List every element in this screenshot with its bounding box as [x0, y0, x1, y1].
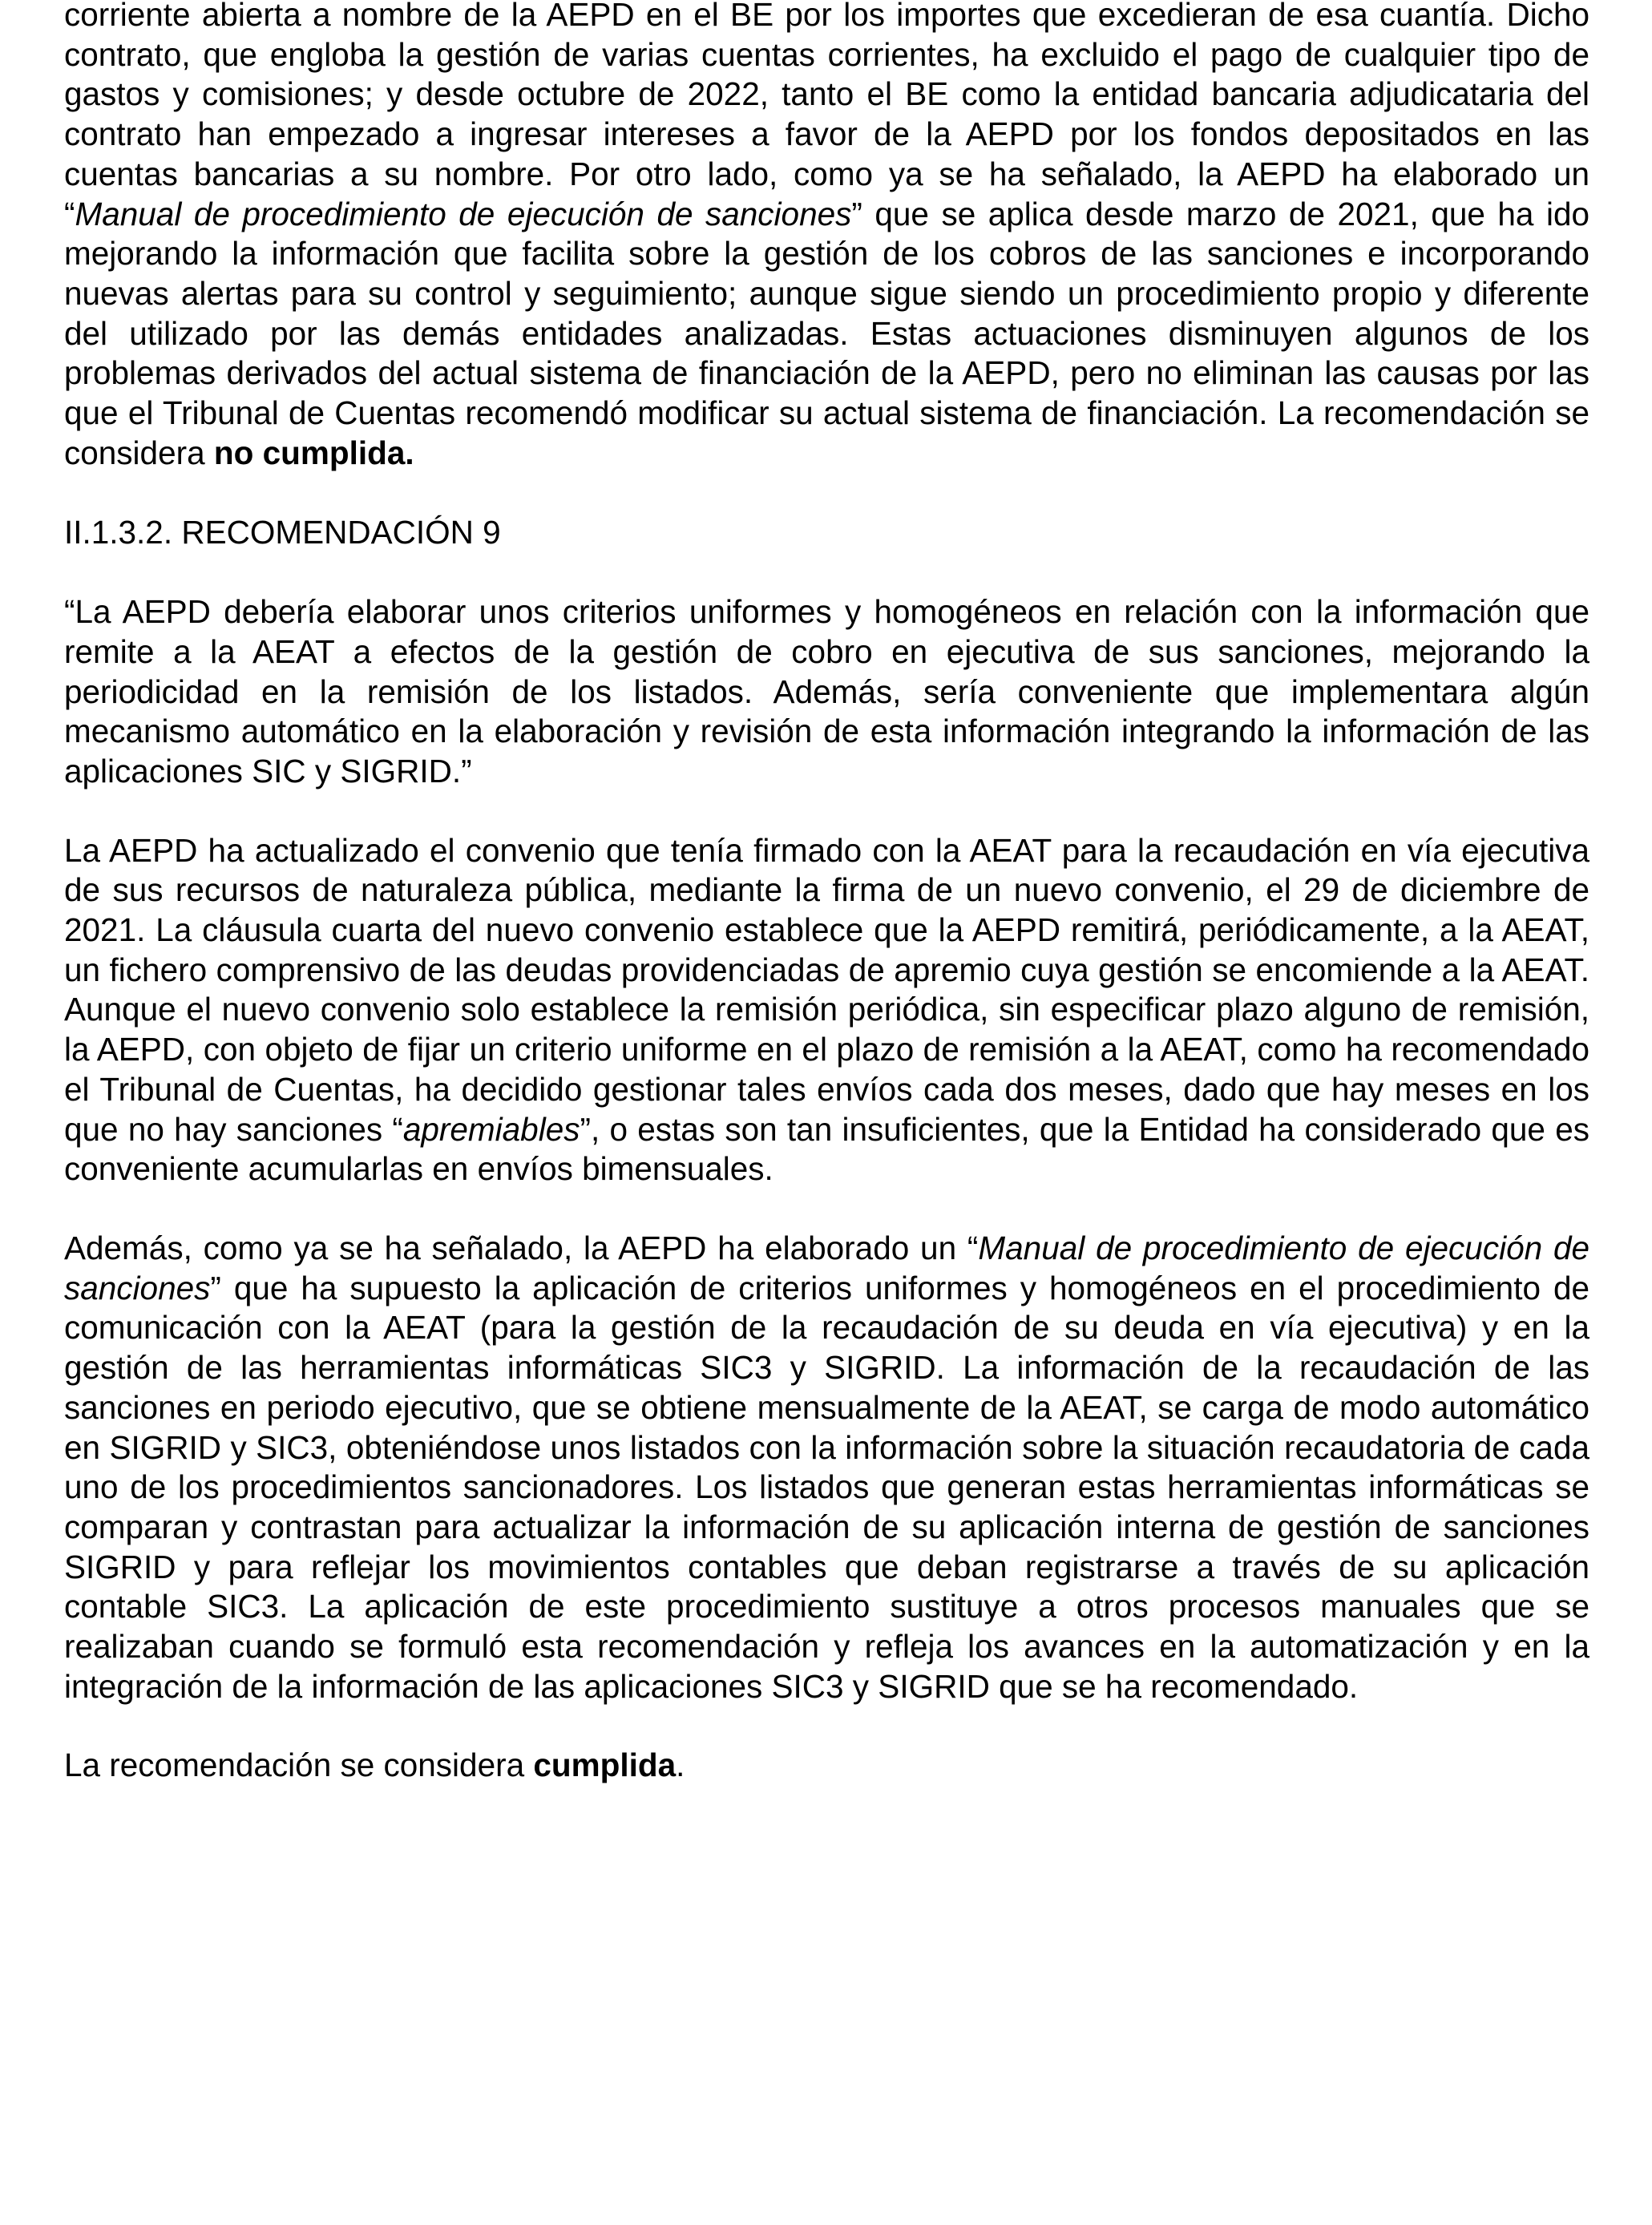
- verdict-not-fulfilled: no cumplida.: [213, 434, 414, 471]
- apremiables-italic: apremiables: [402, 1110, 580, 1148]
- paragraph-text: ”, o estas son tan insuficientes, que la Entidad ha considerado que es conveniente acumularlas en envíos bimensuales.: [64, 1110, 1589, 1188]
- paragraph-text: corriente abierta a nombre de la AEPD en el BE por los importes que excedieran de esa cuantía. Dicho contrato, que engloba la gestión de varias cuentas corrientes, ha excluido el pago de cualquier tipo de gastos y comisiones; y desde octubre de 2022, tanto el BE como la entidad bancaria adjudicataria del contrato han empezado a ingresar intereses a favor de la AEPD por los fondos depositados en las cuentas bancarias a su nombre. Por otro lado, como ya se ha señalado, la AEPD ha elaborado un “: [64, 0, 1589, 232]
- paragraph-verdict: [64, 1746, 1589, 1786]
- paragraph-text: .: [676, 1746, 685, 1784]
- paragraph-text: ” que ha supuesto la aplicación de criterios uniformes y homogéneos en el procedimiento de comunicación con la AEAT (para la gestión de la recaudación de su deuda en vía ejecutiva) y en la gestión de las herramientas informáticas SIC3 y SIGRID. La información de la recaudación de las sanciones en periodo ejecutivo, que se obtiene mensualmente de la AEAT, se carga de modo automático en SIGRID y SIC3, obteniéndose unos listados con la información sobre la situación recaudatoria de cada uno de los procedimientos sancionadores. Los listados que generan estas herramientas informáticas se comparan y contrastan para actualizar la información de su aplicación interna de gestión de sanciones SIGRID y para reflejar los movimientos contables que deban registrarse a través de su aplicación contable SIC3. La aplicación de este procedimiento sustituye a otros procesos manuales que se realizaban cuando se formuló esta recomendación y refleja los avances en la automatización y en la integración de la información de las aplicaciones SIC3 y SIGRID que se ha recomendado.: [64, 1269, 1589, 1705]
- manual-title-italic: Manual de procedimiento de ejecución de sanciones: [75, 195, 852, 232]
- recommendation-quote: “La AEPD debería elaborar unos criterios uniformes y homogéneos en relación con la información que remite a la AEAT a efectos de la gestión de cobro en ejecutiva de sus sanciones, mejorando la periodicidad en la remisión de los listados. Además, sería conveniente que implementara algún mecanismo automático en la elaboración y revisión de esta información integrando la información de las aplicaciones SIC y SIGRID.”: [64, 593, 1589, 789]
- paragraph-text: La recomendación se considera: [64, 1746, 534, 1784]
- paragraph-agreement-update: [64, 831, 1589, 1189]
- manual-title-italic: Manual de procedimiento de ejecución de sanciones: [64, 1229, 1589, 1306]
- paragraph-financing-conclusion: [64, 0, 1589, 473]
- verdict-fulfilled: cumplida: [533, 1746, 677, 1784]
- paragraph-manual-procedure: [64, 1229, 1589, 1706]
- paragraph-text: Además, como ya se ha señalado, la AEPD ha elaborado un “: [64, 1229, 979, 1266]
- section-heading: II.1.3.2. RECOMENDACIÓN 9: [64, 514, 501, 551]
- paragraph-text: ” que se aplica desde marzo de 2021, que ha ido mejorando la información que facilita sobre la gestión de los cobros de las sanciones e incorporando nuevas alertas para su control y seguimiento; aunque sigue siendo un procedimiento propio y diferente del utilizado por las demás entidades analizadas. Estas actuaciones disminuyen algunos de los problemas derivados del actual sistema de financiación de la AEPD, pero no eliminan las causas por las que el Tribunal de Cuentas recomendó modificar su actual sistema de financiación. La recomendación se considera: [64, 195, 1589, 471]
- paragraph-text: La AEPD ha actualizado el convenio que tenía firmado con la AEAT para la recaudación en vía ejecutiva de sus recursos de naturaleza pública, mediante la firma de un nuevo convenio, el 29 de diciembre de 2021. La cláusula cuarta del nuevo convenio establece que la AEPD remitirá, periódicamente, a la AEAT, un fichero comprensivo de las deudas providenciadas de apremio cuya gestión se encomiende a la AEAT. Aunque el nuevo convenio solo establece la remisión periódica, sin especificar plazo alguno de remisión, la AEPD, con objeto de fijar un criterio uniforme en el plazo de remisión a la AEAT, como ha recomendado el Tribunal de Cuentas, ha decidido gestionar tales envíos cada dos meses, dado que hay meses en los que no hay sanciones “: [64, 831, 1589, 1148]
